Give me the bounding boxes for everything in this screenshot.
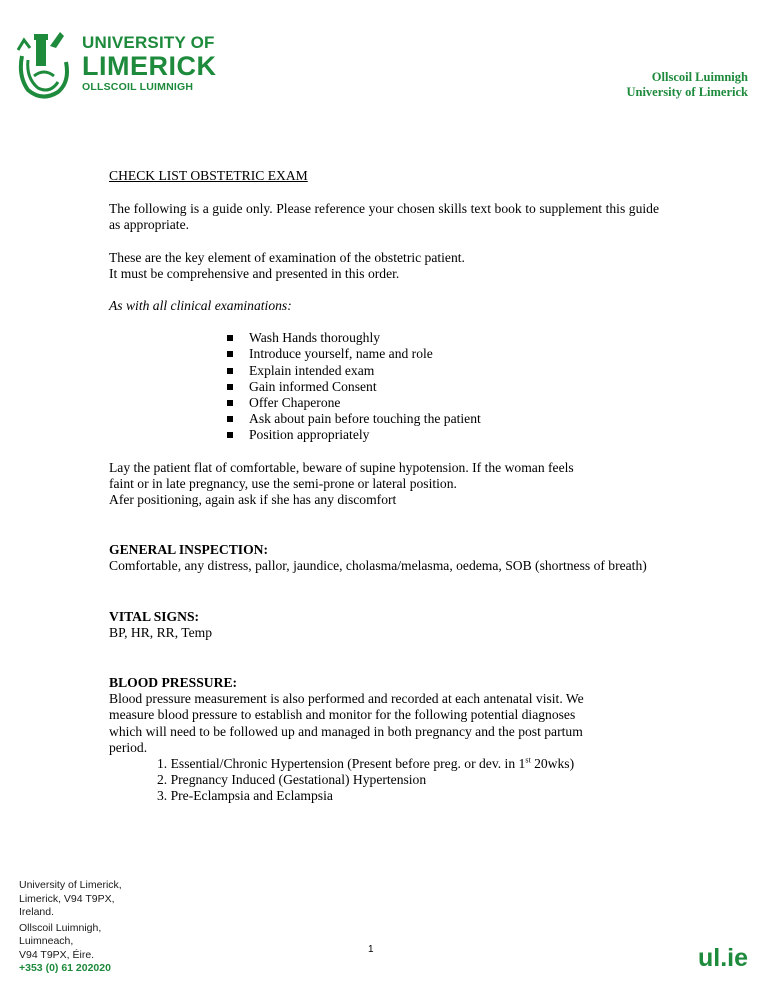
- address-line: Limerick, V94 T9PX,: [19, 892, 115, 905]
- general-inspection-heading: GENERAL INSPECTION:: [109, 542, 269, 558]
- checklist-item: Explain intended exam: [225, 363, 659, 379]
- website-link[interactable]: ul.ie: [697, 944, 748, 972]
- diagnosis-item: [157, 756, 659, 772]
- position-line-1: Lay the patient flat of comfortable, beware of supine hypotension. If the woman feels: [109, 459, 574, 475]
- general-inspection-text: Comfortable, any distress, pallor, jaundice, cholasma/melasma, oedema, SOB (shortness of breath): [109, 558, 647, 574]
- address-line: Ollscoil Luimnigh,: [19, 921, 102, 934]
- logo-emblem-icon: [14, 26, 74, 100]
- checklist-item: Introduce yourself, name and role: [225, 346, 659, 362]
- key-line-1: These are the key element of examination of the obstetric patient.: [109, 249, 465, 265]
- bp-line-2: measure blood pressure to establish and monitor for the following potential diagnoses: [109, 707, 576, 723]
- university-logo: [14, 26, 217, 102]
- position-line-2: faint or in late pregnancy, use the semi-prone or lateral position.: [109, 475, 457, 491]
- checklist-item: Offer Chaperone: [225, 395, 659, 411]
- diagnosis-1-suffix: 20wks): [530, 756, 575, 772]
- address-line: V94 T9PX, Éire.: [19, 948, 95, 961]
- intro-paragraph: The following is a guide only. Please reference your chosen skills text book to supplement this guide as appropriate.: [109, 201, 659, 233]
- diagnosis-item: 3. Pre-Eclampsia and Eclampsia: [157, 788, 333, 804]
- logo-line-1: UNIVERSITY OF: [82, 33, 215, 52]
- diagnoses-list: [109, 756, 659, 805]
- logo-wordmark: [82, 34, 217, 93]
- address-line: Ireland.: [19, 906, 55, 918]
- header-english-name: University of Limerick: [626, 85, 748, 99]
- logo-line-3: OLLSCOIL LUIMNIGH: [82, 81, 194, 93]
- bp-line-1: Blood pressure measurement is also performed and recorded at each antenatal visit. We: [109, 691, 584, 707]
- position-line-3: Afer positioning, again ask if she has any discomfort: [109, 492, 397, 508]
- bp-line-4: period.: [109, 739, 148, 755]
- checklist-item: Wash Hands thoroughly: [225, 330, 659, 346]
- vital-signs-text: BP, HR, RR, Temp: [109, 624, 213, 640]
- checklist-item: Ask about pain before touching the patient: [225, 411, 659, 427]
- header-right-text: [626, 70, 748, 100]
- checklist-item: Gain informed Consent: [225, 379, 659, 395]
- footer-phone: +353 (0) 61 202020: [19, 962, 111, 974]
- blood-pressure-heading: BLOOD PRESSURE:: [109, 675, 238, 691]
- diagnosis-item: 2. Pregnancy Induced (Gestational) Hypertension: [157, 772, 427, 788]
- diagnosis-1-text: 1. Essential/Chronic Hypertension (Present before preg. or dev. in 1: [157, 756, 526, 772]
- superscript-st: st: [525, 755, 531, 765]
- document-body: [109, 168, 659, 805]
- as-with-line: As with all clinical examinations:: [109, 298, 292, 314]
- address-line: University of Limerick,: [19, 879, 122, 891]
- checklist-item: Position appropriately: [225, 427, 659, 443]
- key-line-2: It must be comprehensive and presented in this order.: [109, 265, 400, 281]
- logo-line-2: LIMERICK: [82, 51, 217, 81]
- bp-line-3: which will need to be followed up and managed in both pregnancy and the post partum: [109, 723, 583, 739]
- footer-address: [19, 879, 122, 976]
- vital-signs-heading: VITAL SIGNS:: [109, 608, 200, 624]
- page-number: 1: [368, 944, 374, 955]
- address-line: Luimneach,: [19, 935, 74, 947]
- document-title: CHECK LIST OBSTETRIC EXAM: [109, 168, 308, 183]
- header-irish-name: Ollscoil Luimnigh: [651, 70, 748, 84]
- exam-checklist: [109, 330, 659, 443]
